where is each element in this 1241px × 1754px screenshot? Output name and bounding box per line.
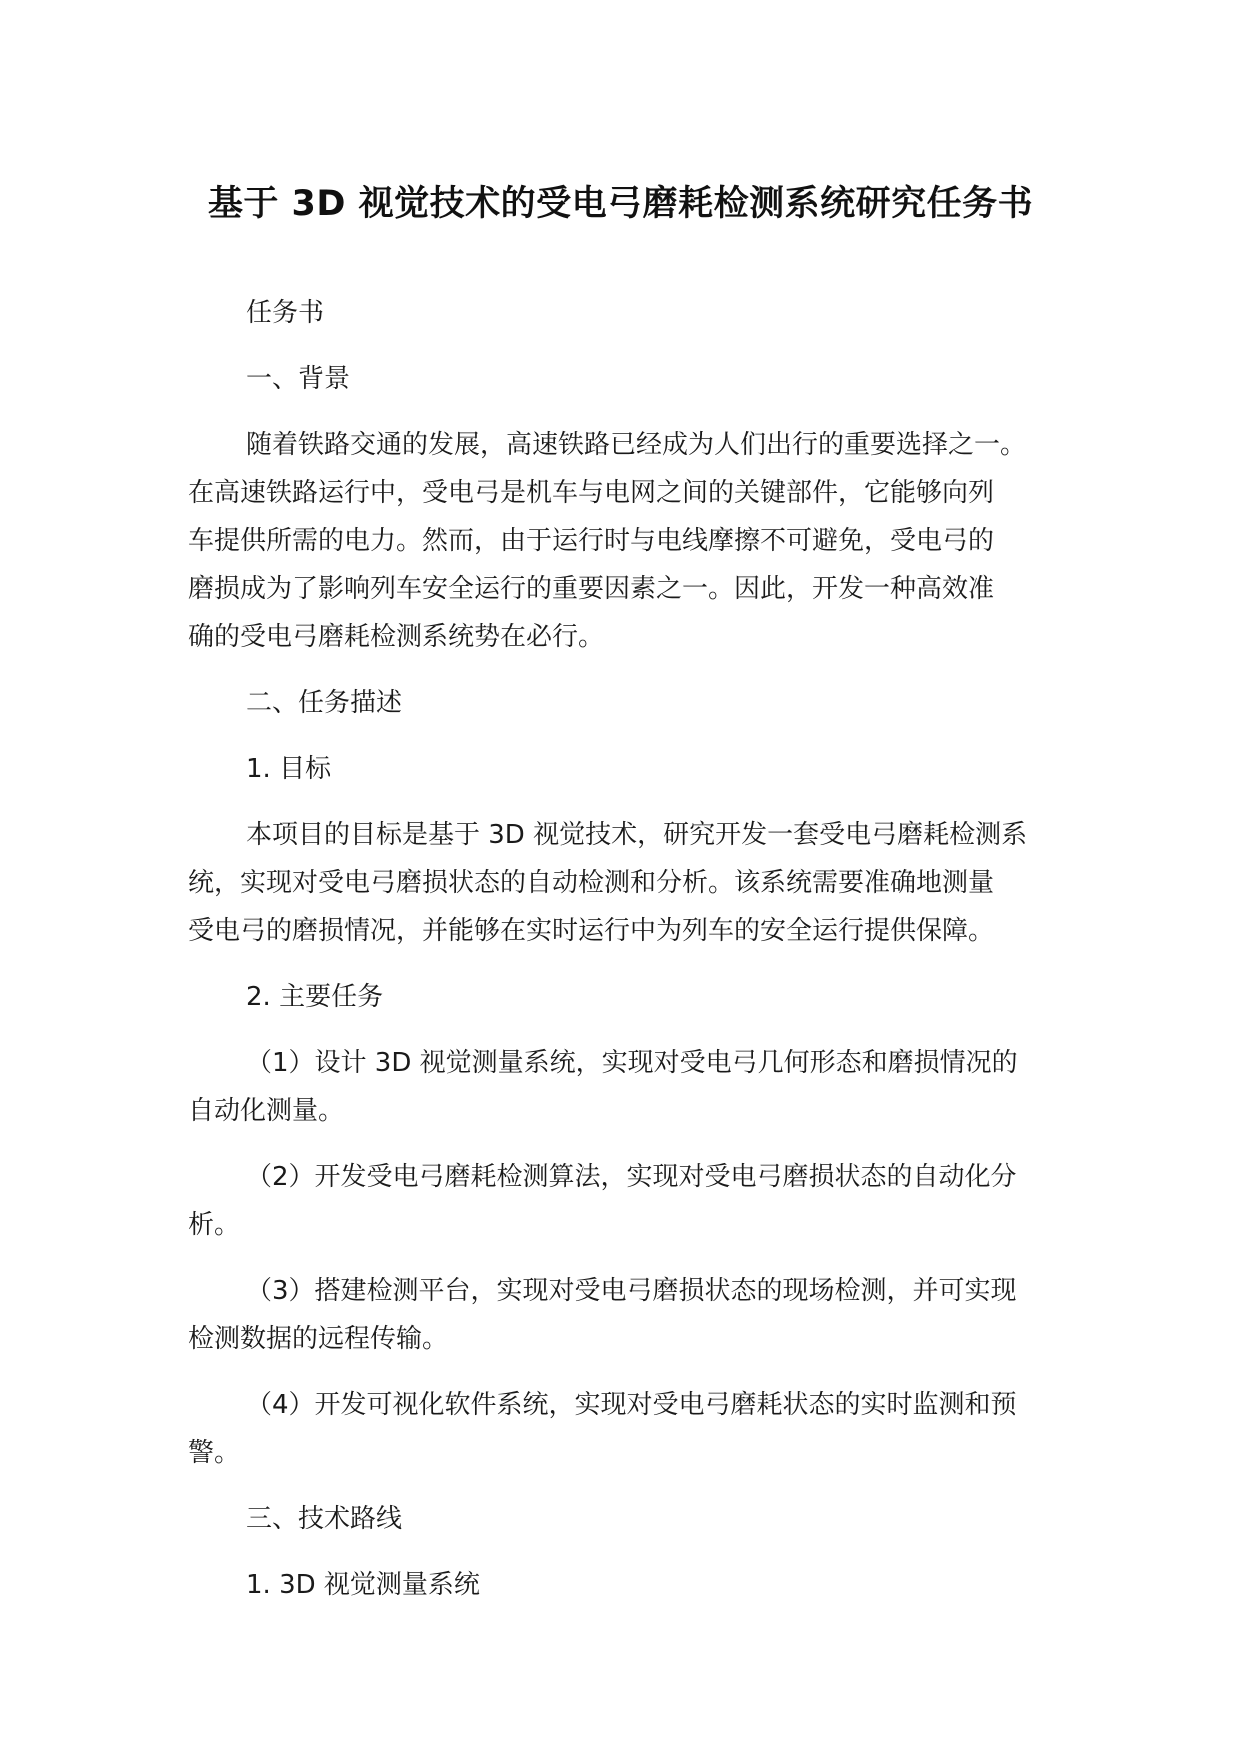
body-line: 析。 xyxy=(188,1210,241,1240)
body-line: 随着铁路交通的发展，高速铁路已经成为人们出行的重要选择之一。 xyxy=(246,430,1027,460)
body-line: （3）搭建检测平台，实现对受电弓磨损状态的现场检测，并可实现 xyxy=(246,1276,1017,1306)
body-line: 警。 xyxy=(188,1438,241,1468)
body-line: 任务书 xyxy=(246,298,325,328)
body-line: 确的受电弓磨耗检测系统势在必行。 xyxy=(188,622,605,652)
body-line: （1）设计 3D 视觉测量系统，实现对受电弓几何形态和磨损情况的 xyxy=(246,1048,1018,1078)
body-line: （4）开发可视化软件系统，实现对受电弓磨耗状态的实时监测和预 xyxy=(246,1390,1017,1420)
body-line: 磨损成为了影响列车安全运行的重要因素之一。因此，开发一种高效准 xyxy=(188,574,995,604)
body-line: 一、背景 xyxy=(246,364,351,394)
body-line: 本项目的目标是基于 3D 视觉技术，研究开发一套受电弓磨耗检测系 xyxy=(246,820,1028,850)
body-line: 在高速铁路运行中，受电弓是机车与电网之间的关键部件，它能够向列 xyxy=(188,478,995,508)
body-line: 1. 目标 xyxy=(246,754,332,784)
body-line: （2）开发受电弓磨耗检测算法，实现对受电弓磨损状态的自动化分 xyxy=(246,1162,1017,1192)
body-line: 1. 3D 视觉测量系统 xyxy=(246,1570,480,1600)
body-line: 三、技术路线 xyxy=(246,1504,403,1534)
body-line: 车提供所需的电力。然而，由于运行时与电线摩擦不可避免，受电弓的 xyxy=(188,526,995,556)
body-line: 统，实现对受电弓磨损状态的自动检测和分析。该系统需要准确地测量 xyxy=(188,868,995,898)
body-line: 二、任务描述 xyxy=(246,688,403,718)
body-line: 自动化测量。 xyxy=(188,1096,345,1126)
body-line: 检测数据的远程传输。 xyxy=(188,1324,449,1354)
body-line: 受电弓的磨损情况，并能够在实时运行中为列车的安全运行提供保障。 xyxy=(188,916,995,946)
document-title: 基于 3D 视觉技术的受电弓磨耗检测系统研究任务书 xyxy=(207,184,1034,224)
body-line: 2. 主要任务 xyxy=(246,982,384,1012)
